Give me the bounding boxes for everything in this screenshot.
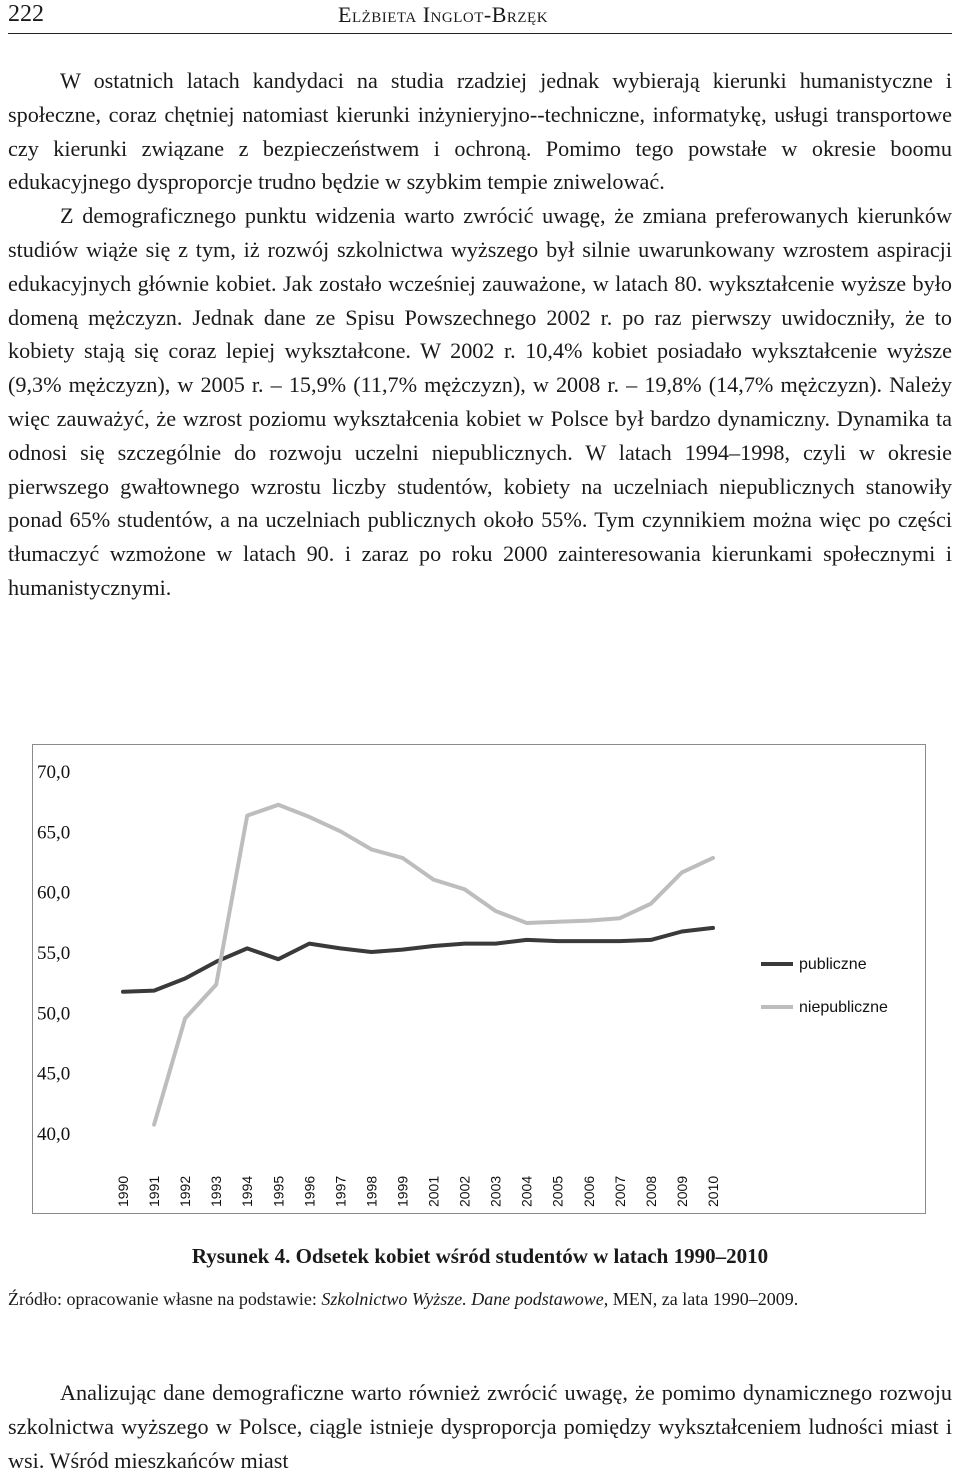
x-tick-label: 2007 (611, 1175, 628, 1207)
x-tick-label: 2008 (642, 1175, 659, 1207)
body-text (8, 64, 952, 605)
paragraph-1: W ostatnich latach kandydaci na studia rzadziej jednak wybierają kierunki humanistyczne i społeczne, coraz chętniej natomiast kierunki inżynieryjno--techniczne, informatykę, usługi transportowe czy kierunki związane z bezpieczeństwem i ochroną. Pomimo tego powstałe w okresie boomu edukacyjnego dysproporcje trudno będzie w szybkim tempie zniwelować. (8, 68, 952, 195)
y-tick-label: 60,0 (37, 882, 71, 904)
series-line-publiczne (123, 928, 713, 992)
x-tick-label: 1999 (394, 1175, 411, 1207)
y-tick-label: 45,0 (37, 1063, 71, 1085)
x-tick-label: 1992 (177, 1175, 194, 1207)
source-title: Szkolnictwo Wyższe. Dane podstawowe (321, 1289, 604, 1309)
x-tick-label: 2001 (425, 1175, 442, 1207)
y-tick-label: 70,0 (37, 762, 71, 783)
x-tick-label: 2005 (549, 1175, 566, 1207)
x-tick-label: 1991 (146, 1175, 163, 1207)
line-chart (33, 745, 925, 1213)
x-tick-label: 2003 (487, 1175, 504, 1207)
y-tick-label: 40,0 (37, 1124, 71, 1145)
x-tick-label: 1994 (239, 1175, 256, 1207)
figure-source (8, 1286, 948, 1313)
x-tick-label: 2010 (705, 1175, 721, 1207)
x-tick-label: 1993 (208, 1175, 225, 1207)
series-line-niepubliczne (154, 805, 713, 1125)
x-tick-label: 1996 (301, 1175, 318, 1207)
x-tick-label: 2004 (518, 1175, 535, 1207)
paragraph-2: Z demograficznego punktu widzenia warto zwrócić uwagę, że zmiana preferowanych kierunków studiów wiąże się z tym, iż rozwój szkolnictwa wyższego był silnie uwarunkowany wzrostem aspiracji edukacyjnych głównie kobiet. Jak zostało wcześniej zauważone, w latach 80. wykształcenie wyższe było domeną mężczyzn. Jednak dane ze Spisu Powszechnego 2002 r. po raz pierwszy uwidoczniły, że to kobiety stają się coraz lepiej wykształcone. W 2002 r. 10,4% kobiet posiadało wykształcenie wyższe (9,3% mężczyzn), w 2005 r. – 15,9% (11,7% mężczyzn), w 2008 r. – 19,8% (14,7% mężczyzn). Należy więc zauważyć, że wzrost poziomu wykształcenia kobiet w Polsce był bardzo dynamiczny. Dynamika ta odnosi się szczególnie do rozwoju uczelni niepublicznych. W latach 1994–1998, czyli w okresie pierwszego gwałtownego wzrostu liczby studentów, kobiety na uczelniach niepublicznych stanowiły ponad 65% studentów, a na uczelniach publicznych około 55%. Tym czynnikiem można więc po części tłumaczyć wzmożone w latach 90. i zaraz po roku 2000 zainteresowania kierunkami społecznymi i humanistycznymi. (8, 203, 952, 600)
legend-label-publiczne: publiczne (799, 956, 867, 973)
legend-label-niepubliczne: niepubliczne (799, 999, 888, 1016)
y-tick-label: 65,0 (37, 822, 71, 844)
x-tick-label: 1995 (270, 1175, 287, 1207)
source-suffix: , MEN, za lata 1990–2009. (603, 1289, 799, 1309)
page-header (8, 0, 952, 34)
x-tick-label: 1990 (115, 1175, 131, 1207)
x-tick-label: 1998 (363, 1175, 380, 1207)
y-tick-label: 55,0 (37, 943, 71, 964)
body-text-continued (8, 1376, 952, 1477)
chart-figure (32, 744, 926, 1214)
x-tick-label: 2006 (580, 1175, 597, 1207)
x-tick-label: 1997 (332, 1175, 349, 1207)
running-head: Elżbieta Inglot-Brzęk (338, 2, 549, 27)
x-tick-label: 2009 (673, 1175, 690, 1207)
figure-caption: Rysunek 4. Odsetek kobiet wśród studentów w latach 1990–2010 (191, 1244, 769, 1268)
paragraph-3: Analizując dane demograficzne warto również zwrócić uwagę, że pomimo dynamicznego rozwoju szkolnictwa wyższego w Polsce, ciągle istnieje dysproporcja pomiędzy wykształceniem ludności miast i wsi. Wśród mieszkańców miast (8, 1380, 952, 1473)
y-tick-label: 50,0 (37, 1003, 71, 1025)
x-tick-label: 2002 (456, 1175, 473, 1207)
page-number: 222 (8, 1, 44, 27)
source-prefix: Źródło: opracowanie własne na podstawie: (8, 1289, 322, 1309)
